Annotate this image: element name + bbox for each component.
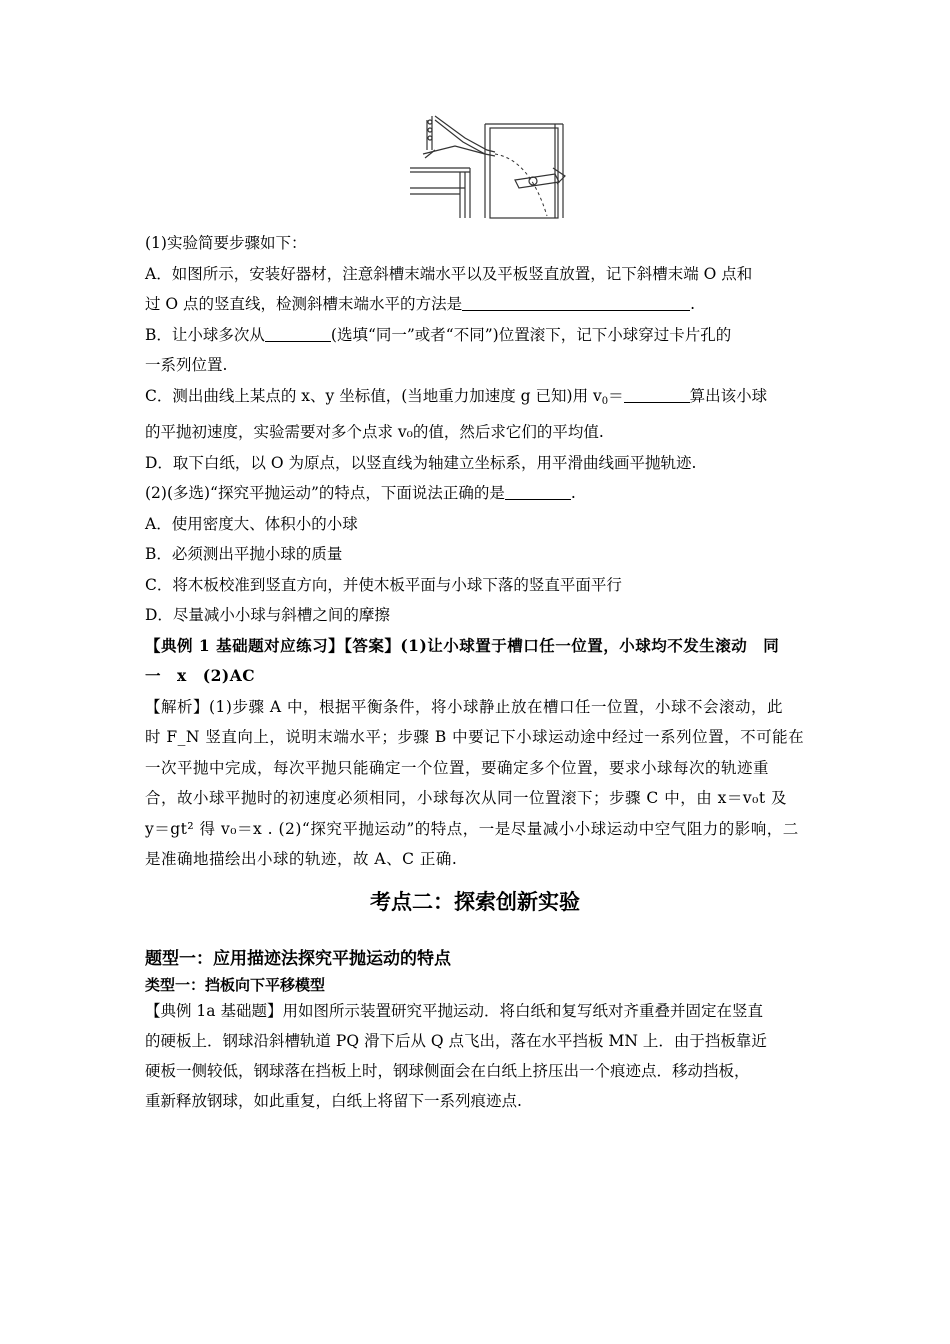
step-a-line1: A．如图所示，安装好器材，注意斜槽末端水平以及平板竖直放置，记下斜槽末端 O 点和 xyxy=(145,264,753,283)
option-d: D．尽量减小小球与斜槽之间的摩擦 xyxy=(145,606,390,624)
step-c-line2: 的平抛初速度，实验需要对多个点求 v₀的值，然后求它们的平均值. xyxy=(145,423,604,441)
analysis-line3: 一次平抛中完成，每次平抛只能确定一个位置，要确定多个位置，要求小球每次的轨迹重 xyxy=(145,758,770,777)
option-b: B．必须测出平抛小球的质量 xyxy=(145,545,343,563)
analysis-line6: 是准确地描绘出小球的轨迹，故 A、C 正确. xyxy=(145,850,458,868)
answer-line2: 一 x (2)AC xyxy=(145,666,256,685)
question-2-text: (2)(多选)“探究平抛运动”的特点，下面说法正确的是 xyxy=(145,484,505,502)
question-2 xyxy=(145,478,810,509)
analysis-line5: y＝gt² 得 v₀＝x . (2)“探究平抛运动”的特点，一是尽量减小小球运动中空气阻力的影响，二 xyxy=(145,819,799,838)
option-c: C．将木板校准到竖直方向，并使木板平面与小球下落的竖直平面平行 xyxy=(145,575,622,594)
step-b-line1 xyxy=(145,320,810,351)
step-c-text-a: C．测出曲线上某点的 x、y 坐标值，(当地重力加速度 g 已知)用 v xyxy=(145,386,602,405)
answer-blank xyxy=(265,323,331,342)
step-c-line1: C．测出曲线上某点的 x、y 坐标值，(当地重力加速度 g 已知)用 $v_0=$ 算出该小球 xyxy=(145,381,810,418)
analysis-line1: 【解析】(1)步骤 A 中，根据平衡条件，将小球静止放在槽口任一位置，小球不会滚动，此 xyxy=(145,697,784,716)
step-a-end: . xyxy=(690,295,696,313)
step-b-line2: 一系列位置. xyxy=(145,356,228,374)
analysis-line4: 合，故小球平抛时的初速度必须相同，小球每次从同一位置滚下；步骤 C 中，由 x＝v₀t 及 xyxy=(145,789,788,807)
example-line2: 的硬板上．钢球沿斜槽轨道 PQ 滑下后从 Q 点飞出，落在水平挡板 MN 上．由于挡板靠近 xyxy=(145,1032,767,1050)
answer-blank xyxy=(505,481,571,500)
step-a-line2 xyxy=(145,289,810,320)
question-2-end: . xyxy=(570,484,576,502)
step-c-eq: ＝ xyxy=(608,386,624,405)
step-a-line2-text: 过 O 点的竖直线，检测斜槽末端水平的方法是 xyxy=(145,295,463,313)
steps-intro: (1)实验简要步骤如下： xyxy=(145,234,307,252)
analysis-line2: 时 F_N 竖直向上，说明末端水平；步骤 B 中要记下小球运动途中经过一系列位置，不可能在 xyxy=(145,728,805,746)
step-d: D．取下白纸，以 O 为原点，以竖直线为轴建立坐标系，用平滑曲线画平抛轨迹. xyxy=(145,453,697,472)
answer-line1: 【典例 1 基础题对应练习】【答案】(1)让小球置于槽口任一位置，小球均不发生滚动 同 xyxy=(145,635,780,655)
type-title: 类型一：挡板向下平移模型 xyxy=(145,976,326,994)
body-text xyxy=(145,228,810,875)
section-title: 考点二：探索创新实验 xyxy=(370,890,580,914)
example-line3: 硬板一侧较低，钢球落在挡板上时，钢球侧面会在白纸上挤压出一个痕迹点．移动挡板， xyxy=(145,1062,750,1080)
step-c-text-c: 算出该小球 xyxy=(689,386,768,405)
step-b-text-b: (选填“同一”或者“不同”)位置滚下，记下小球穿过卡片孔的 xyxy=(330,325,732,344)
step-b-text-a: B．让小球多次从 xyxy=(145,325,265,344)
topic-title: 题型一：应用描迹法探究平抛运动的特点 xyxy=(145,949,451,969)
apparatus-figure xyxy=(405,110,575,220)
example-line4: 重新释放钢球，如此重复，白纸上将留下一系列痕迹点. xyxy=(145,1092,522,1110)
answer-blank xyxy=(624,384,690,403)
example-line1: 【典例 1a 基础题】用如图所示装置研究平抛运动．将白纸和复写纸对齐重叠并固定在竖直 xyxy=(145,1002,763,1020)
option-a: A．使用密度大、体积小的小球 xyxy=(145,514,358,533)
answer-blank xyxy=(462,292,690,311)
section-body xyxy=(145,944,810,1116)
